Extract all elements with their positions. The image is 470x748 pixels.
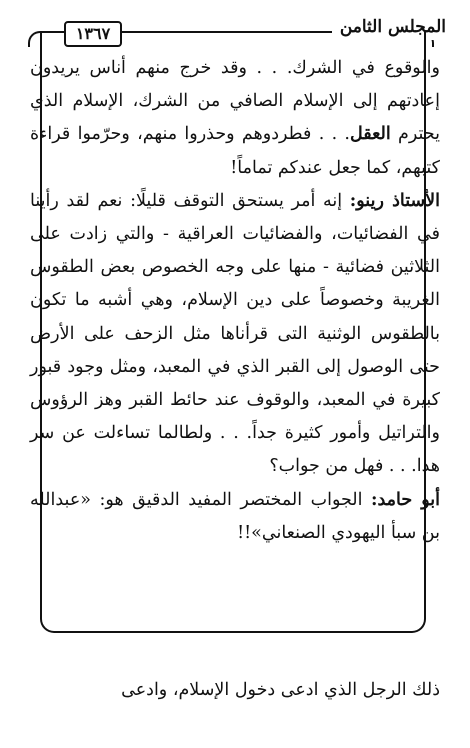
speaker-name-abu-hamid: أبو حامد:	[371, 489, 440, 510]
emphasized-word: العقل	[350, 124, 391, 145]
paragraph-2-text: إنه أمر يستحق التوقف قليلًا: نعم لقد رأينا في الفضائيات، والفضائيات العراقية - والتي زادت على الثلاثين فضائية - منها على وجه الخصوص بعض الطقوس الغريبة وخصوصاً على دين الإسلام، وهي أشبه ما تكون بالطقوس الوثنية التى قرأناها مثل الزحف على الأرض حتى الوصول إلى القبر الذي في المعبد، ومثل وجود قبور كبيرة في المعبد، والوقوف عند حائط القبر وهز الرؤوس والتراتيل وأمور كثيرة جداً. . . ولطالما تساءلت عن سر هذا. . . فهل من جواب؟	[30, 190, 440, 477]
continuation-text	[30, 674, 440, 707]
paragraph-3	[30, 484, 440, 550]
paragraph-3-text: الجواب المختصر المفيد الدقيق هو: «عبدالله بن سبأ اليهودي الصنعاني»!!	[30, 489, 440, 543]
paragraph-2	[30, 185, 440, 484]
main-text	[30, 52, 440, 550]
paragraph-1-text-b: . . . فطردوهم وحذروا منهم، وحرّموا قراءة كتبهم، كما جعل عندكم تماماً!	[30, 124, 440, 178]
page-number: ١٣٦٧	[64, 21, 122, 47]
paragraph-1-text-a: والوقوع في الشرك. . . وقد خرج منهم أناس يريدون إعادتهم إلى الإسلام الصافي من الشرك، الإسلام الذي يحترم	[30, 58, 440, 145]
continuation-line: ذلك الرجل الذي ادعى دخول الإسلام، وادعى	[121, 680, 440, 700]
running-head: المجلس الثامن	[332, 14, 454, 40]
speaker-name-rino: الأستاذ رينو:	[349, 190, 440, 211]
paragraph-1	[30, 52, 440, 185]
